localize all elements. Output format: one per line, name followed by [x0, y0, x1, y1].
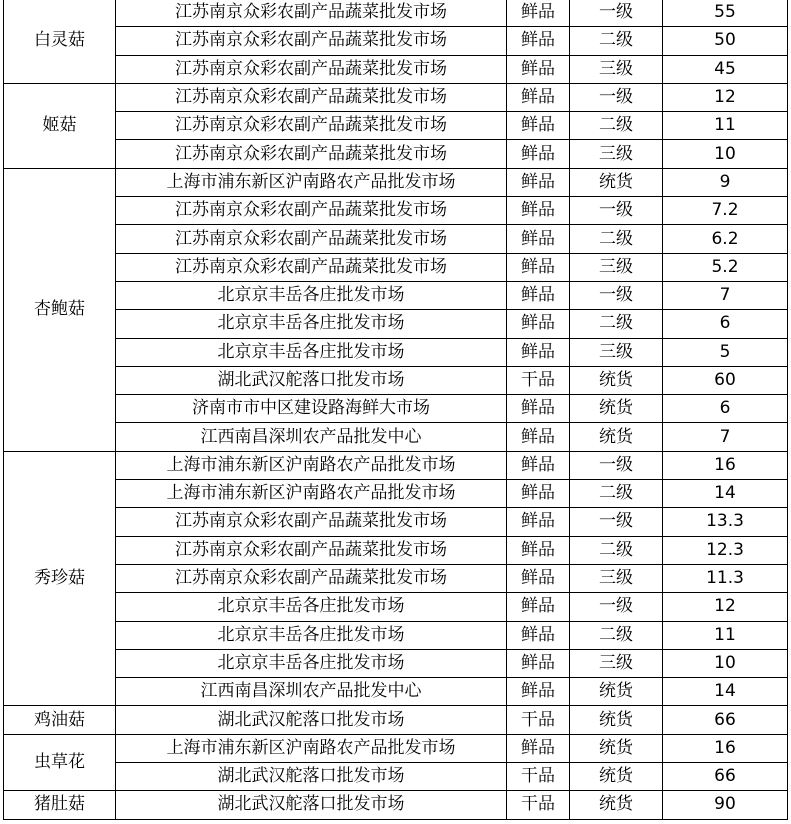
market-cell: 江苏南京众彩农副产品蔬菜批发市场 — [116, 253, 507, 281]
type-cell: 干品 — [507, 791, 570, 819]
price-cell: 9 — [663, 168, 788, 196]
market-cell: 北京京丰岳各庄批发市场 — [116, 310, 507, 338]
variety-cell: 姬菇 — [4, 83, 116, 168]
table-row — [4, 536, 788, 564]
grade-cell: 统货 — [570, 734, 663, 762]
grade-cell: 三级 — [570, 338, 663, 366]
price-cell: 45 — [663, 55, 788, 83]
price-cell: 14 — [663, 480, 788, 508]
table-row — [4, 621, 788, 649]
type-cell: 干品 — [507, 366, 570, 394]
price-cell: 11 — [663, 112, 788, 140]
grade-cell: 一级 — [570, 281, 663, 309]
table-row — [4, 395, 788, 423]
market-cell: 江苏南京众彩农副产品蔬菜批发市场 — [116, 197, 507, 225]
price-cell: 6 — [663, 310, 788, 338]
market-cell: 上海市浦东新区沪南路农产品批发市场 — [116, 734, 507, 762]
table-row — [4, 281, 788, 309]
table-row — [4, 593, 788, 621]
market-cell: 上海市浦东新区沪南路农产品批发市场 — [116, 451, 507, 479]
price-cell: 60 — [663, 366, 788, 394]
price-cell: 6 — [663, 395, 788, 423]
grade-cell: 三级 — [570, 564, 663, 592]
grade-cell: 二级 — [570, 480, 663, 508]
price-cell: 14 — [663, 678, 788, 706]
grade-cell: 三级 — [570, 649, 663, 677]
grade-cell: 三级 — [570, 253, 663, 281]
price-cell: 12 — [663, 593, 788, 621]
grade-cell: 三级 — [570, 140, 663, 168]
price-cell: 10 — [663, 140, 788, 168]
market-cell: 江苏南京众彩农副产品蔬菜批发市场 — [116, 564, 507, 592]
grade-cell: 二级 — [570, 536, 663, 564]
type-cell: 鲜品 — [507, 253, 570, 281]
price-cell: 66 — [663, 763, 788, 791]
market-cell: 湖北武汉舵落口批发市场 — [116, 706, 507, 734]
variety-cell: 杏鲍菇 — [4, 168, 116, 451]
type-cell: 鲜品 — [507, 168, 570, 196]
market-cell: 北京京丰岳各庄批发市场 — [116, 649, 507, 677]
grade-cell: 统货 — [570, 168, 663, 196]
table-row — [4, 168, 788, 196]
grade-cell: 二级 — [570, 112, 663, 140]
table-row — [4, 140, 788, 168]
grade-cell: 一级 — [570, 197, 663, 225]
variety-cell: 鸡油菇 — [4, 706, 116, 734]
market-cell: 江苏南京众彩农副产品蔬菜批发市场 — [116, 83, 507, 111]
table-row — [4, 83, 788, 111]
market-cell: 上海市浦东新区沪南路农产品批发市场 — [116, 480, 507, 508]
price-cell: 90 — [663, 791, 788, 819]
type-cell: 鲜品 — [507, 734, 570, 762]
market-cell: 江苏南京众彩农副产品蔬菜批发市场 — [116, 140, 507, 168]
price-cell: 7 — [663, 423, 788, 451]
grade-cell: 一级 — [570, 0, 663, 27]
market-cell: 北京京丰岳各庄批发市场 — [116, 621, 507, 649]
grade-cell: 二级 — [570, 27, 663, 55]
price-cell: 50 — [663, 27, 788, 55]
market-cell: 江苏南京众彩农副产品蔬菜批发市场 — [116, 225, 507, 253]
table-row — [4, 112, 788, 140]
grade-cell: 一级 — [570, 508, 663, 536]
variety-cell: 虫草花 — [4, 734, 116, 791]
table-row — [4, 253, 788, 281]
market-cell: 江西南昌深圳农产品批发中心 — [116, 678, 507, 706]
variety-cell: 秀珍菇 — [4, 451, 116, 706]
price-cell: 7 — [663, 281, 788, 309]
table-row — [4, 366, 788, 394]
grade-cell: 二级 — [570, 310, 663, 338]
market-cell: 江苏南京众彩农副产品蔬菜批发市场 — [116, 112, 507, 140]
market-cell: 江苏南京众彩农副产品蔬菜批发市场 — [116, 55, 507, 83]
table-row — [4, 197, 788, 225]
type-cell: 鲜品 — [507, 508, 570, 536]
price-cell: 5.2 — [663, 253, 788, 281]
type-cell: 鲜品 — [507, 338, 570, 366]
type-cell: 鲜品 — [507, 621, 570, 649]
grade-cell: 一级 — [570, 451, 663, 479]
table-row — [4, 706, 788, 734]
type-cell: 鲜品 — [507, 225, 570, 253]
price-cell: 7.2 — [663, 197, 788, 225]
table-row — [4, 649, 788, 677]
market-cell: 江苏南京众彩农副产品蔬菜批发市场 — [116, 0, 507, 27]
table-row — [4, 0, 788, 27]
market-cell: 湖北武汉舵落口批发市场 — [116, 366, 507, 394]
type-cell: 鲜品 — [507, 423, 570, 451]
price-table-body — [4, 0, 788, 819]
market-cell: 湖北武汉舵落口批发市场 — [116, 763, 507, 791]
variety-cell: 猪肚菇 — [4, 791, 116, 819]
market-cell: 上海市浦东新区沪南路农产品批发市场 — [116, 168, 507, 196]
table-row — [4, 791, 788, 819]
table-row — [4, 508, 788, 536]
type-cell: 鲜品 — [507, 564, 570, 592]
type-cell: 干品 — [507, 706, 570, 734]
type-cell: 鲜品 — [507, 197, 570, 225]
price-cell: 16 — [663, 451, 788, 479]
grade-cell: 一级 — [570, 83, 663, 111]
type-cell: 鲜品 — [507, 395, 570, 423]
grade-cell: 二级 — [570, 225, 663, 253]
market-cell: 江苏南京众彩农副产品蔬菜批发市场 — [116, 508, 507, 536]
grade-cell: 统货 — [570, 706, 663, 734]
table-row — [4, 734, 788, 762]
price-cell: 12.3 — [663, 536, 788, 564]
table-row — [4, 564, 788, 592]
price-cell: 13.3 — [663, 508, 788, 536]
table-row — [4, 480, 788, 508]
type-cell: 鲜品 — [507, 649, 570, 677]
grade-cell: 统货 — [570, 791, 663, 819]
table-row — [4, 310, 788, 338]
market-cell: 北京京丰岳各庄批发市场 — [116, 593, 507, 621]
type-cell: 鲜品 — [507, 678, 570, 706]
table-row — [4, 451, 788, 479]
type-cell: 鲜品 — [507, 480, 570, 508]
price-cell: 10 — [663, 649, 788, 677]
grade-cell: 三级 — [570, 55, 663, 83]
table-row — [4, 55, 788, 83]
type-cell: 鲜品 — [507, 593, 570, 621]
price-cell: 66 — [663, 706, 788, 734]
grade-cell: 统货 — [570, 395, 663, 423]
price-cell: 11.3 — [663, 564, 788, 592]
table-row — [4, 225, 788, 253]
price-table — [3, 0, 788, 820]
price-cell: 16 — [663, 734, 788, 762]
type-cell: 鲜品 — [507, 55, 570, 83]
grade-cell: 统货 — [570, 423, 663, 451]
market-cell: 北京京丰岳各庄批发市场 — [116, 338, 507, 366]
market-cell: 北京京丰岳各庄批发市场 — [116, 281, 507, 309]
market-cell: 济南市市中区建设路海鲜大市场 — [116, 395, 507, 423]
grade-cell: 统货 — [570, 678, 663, 706]
market-cell: 江苏南京众彩农副产品蔬菜批发市场 — [116, 536, 507, 564]
type-cell: 鲜品 — [507, 140, 570, 168]
type-cell: 鲜品 — [507, 27, 570, 55]
price-cell: 55 — [663, 0, 788, 27]
market-cell: 湖北武汉舵落口批发市场 — [116, 791, 507, 819]
grade-cell: 统货 — [570, 763, 663, 791]
type-cell: 鲜品 — [507, 112, 570, 140]
table-row — [4, 678, 788, 706]
price-cell: 6.2 — [663, 225, 788, 253]
type-cell: 鲜品 — [507, 281, 570, 309]
type-cell: 鲜品 — [507, 0, 570, 27]
type-cell: 干品 — [507, 763, 570, 791]
type-cell: 鲜品 — [507, 536, 570, 564]
variety-cell: 白灵菇 — [4, 0, 116, 83]
grade-cell: 一级 — [570, 593, 663, 621]
table-row — [4, 763, 788, 791]
type-cell: 鲜品 — [507, 83, 570, 111]
table-row — [4, 423, 788, 451]
type-cell: 鲜品 — [507, 310, 570, 338]
price-cell: 12 — [663, 83, 788, 111]
table-row — [4, 338, 788, 366]
grade-cell: 统货 — [570, 366, 663, 394]
price-cell: 5 — [663, 338, 788, 366]
price-cell: 11 — [663, 621, 788, 649]
type-cell: 鲜品 — [507, 451, 570, 479]
market-cell: 江苏南京众彩农副产品蔬菜批发市场 — [116, 27, 507, 55]
market-cell: 江西南昌深圳农产品批发中心 — [116, 423, 507, 451]
table-row — [4, 27, 788, 55]
grade-cell: 二级 — [570, 621, 663, 649]
